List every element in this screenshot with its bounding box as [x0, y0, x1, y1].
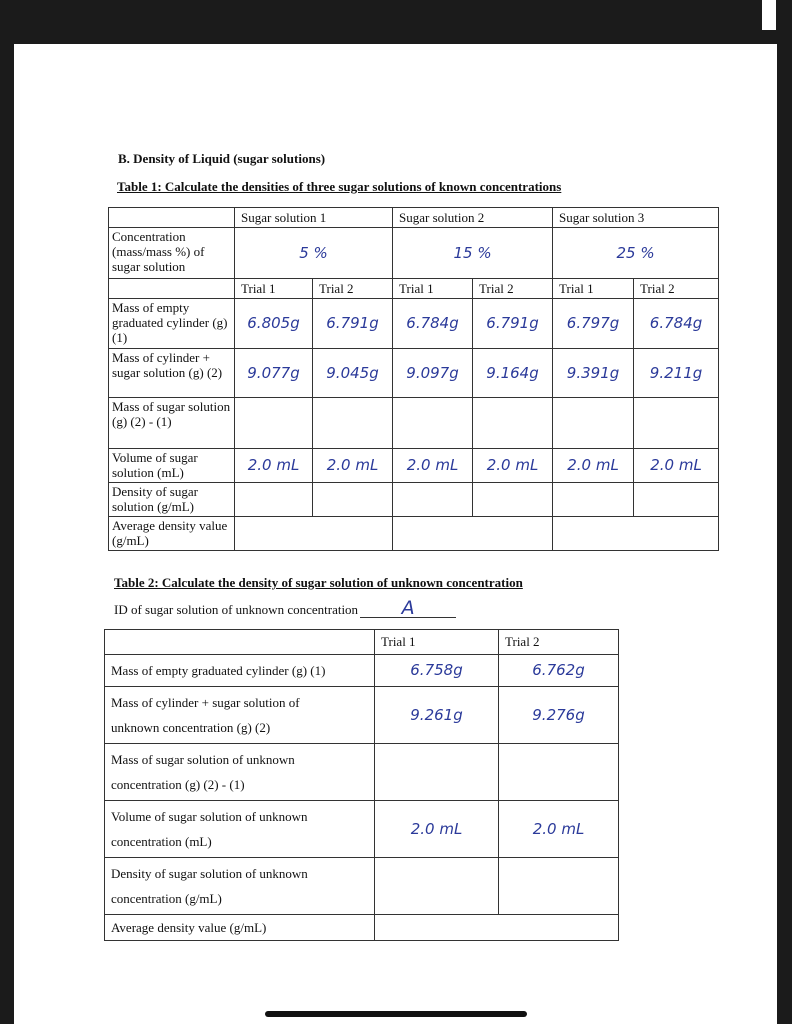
table-cell: 6.758g [375, 655, 499, 687]
table-cell [313, 398, 393, 449]
table-cell [499, 744, 619, 801]
table-cell: 2.0 mL [634, 449, 719, 483]
table-cell: 9.045g [313, 349, 393, 398]
table1-header-solution-1: Sugar solution 1 [235, 208, 393, 228]
table-cell: 2.0 mL [553, 449, 634, 483]
left-frame [0, 44, 14, 1024]
table-cell: 9.276g [499, 687, 619, 744]
table-cell: 9.077g [235, 349, 313, 398]
trial-header: Trial 2 [473, 279, 553, 299]
trial-label-spacer [109, 279, 235, 299]
trial-header: Trial 2 [313, 279, 393, 299]
table-cell [393, 398, 473, 449]
row-label-mass-cylinder-solution: Mass of cylinder + sugar solution (g) (2) [109, 349, 235, 398]
table-cell: 6.805g [235, 299, 313, 349]
table-cell: 9.097g [393, 349, 473, 398]
table-cell: 2.0 mL [375, 801, 499, 858]
home-indicator[interactable] [265, 1011, 527, 1017]
row-label-average-density: Average density value (g/mL) [109, 517, 235, 551]
table-cell: 2.0 mL [499, 801, 619, 858]
table-cell [499, 858, 619, 915]
table2 [104, 629, 619, 941]
unknown-id-line [114, 597, 456, 619]
row-label-mass-solution: Mass of sugar solution (g) (2) - (1) [109, 398, 235, 449]
table-cell: 9.391g [553, 349, 634, 398]
trial-header: Trial 1 [235, 279, 313, 299]
table-cell: 9.164g [473, 349, 553, 398]
table-cell: 6.762g [499, 655, 619, 687]
table-cell: 2.0 mL [473, 449, 553, 483]
table-cell: 6.797g [553, 299, 634, 349]
table-cell: 2.0 mL [235, 449, 313, 483]
concentration-solution-2: 15 % [393, 228, 553, 279]
table1-corner [109, 208, 235, 228]
unknown-id-field: A [360, 601, 456, 618]
table-cell [375, 744, 499, 801]
table-cell [553, 398, 634, 449]
section-heading: B. Density of Liquid (sugar solutions) [118, 151, 326, 166]
table-cell: 9.211g [634, 349, 719, 398]
table-cell: 6.784g [393, 299, 473, 349]
t2-row-label-volume: Volume of sugar solution of unknown concentration (mL) [105, 801, 375, 858]
concentration-label: Concentration (mass/mass %) of sugar solution [109, 228, 235, 279]
t2-row-label-mass-solution: Mass of sugar solution of unknown concentration (g) (2) - (1) [105, 744, 375, 801]
table-cell: 9.261g [375, 687, 499, 744]
table-cell [553, 517, 719, 551]
t2-row-label-density: Density of sugar solution of unknown concentration (g/mL) [105, 858, 375, 915]
trial-header: Trial 1 [375, 630, 499, 655]
table-cell: 6.791g [313, 299, 393, 349]
table2-title: Table 2: Calculate the density of sugar solution of unknown concentration [114, 575, 523, 590]
table-cell [393, 483, 473, 517]
table1 [108, 207, 719, 551]
row-label-volume: Volume of sugar solution (mL) [109, 449, 235, 483]
table-cell [375, 915, 619, 941]
trial-header: Trial 2 [634, 279, 719, 299]
concentration-solution-1: 5 % [235, 228, 393, 279]
unknown-id-label: ID of sugar solution of unknown concentration [114, 602, 359, 617]
table-cell: 6.791g [473, 299, 553, 349]
t2-row-label-mass-cylinder-solution: Mass of cylinder + sugar solution of unknown concentration (g) (2) [105, 687, 375, 744]
row-label-mass-empty-cylinder: Mass of empty graduated cylinder (g) (1) [109, 299, 235, 349]
table-cell [634, 483, 719, 517]
table2-corner [105, 630, 375, 655]
trial-header: Trial 2 [499, 630, 619, 655]
table-cell: 2.0 mL [393, 449, 473, 483]
table1-header-solution-3: Sugar solution 3 [553, 208, 719, 228]
table-cell: 2.0 mL [313, 449, 393, 483]
table-cell [235, 517, 393, 551]
table-cell [375, 858, 499, 915]
trial-header: Trial 1 [393, 279, 473, 299]
table1-header-solution-2: Sugar solution 2 [393, 208, 553, 228]
table-cell [235, 483, 313, 517]
concentration-solution-3: 25 % [553, 228, 719, 279]
t2-row-label-mass-empty: Mass of empty graduated cylinder (g) (1) [105, 655, 375, 687]
table-cell [473, 398, 553, 449]
top-frame [0, 0, 792, 44]
right-frame [777, 44, 792, 1024]
table-cell [553, 483, 634, 517]
table-cell: 6.784g [634, 299, 719, 349]
top-frame-gap [762, 0, 776, 30]
table1-title: Table 1: Calculate the densities of three sugar solutions of known concentrations [117, 179, 562, 194]
table-cell [393, 517, 553, 551]
table-cell [634, 398, 719, 449]
row-label-density: Density of sugar solution (g/mL) [109, 483, 235, 517]
t2-row-label-average-density: Average density value (g/mL) [105, 915, 375, 941]
table-cell [473, 483, 553, 517]
table-cell [235, 398, 313, 449]
trial-header: Trial 1 [553, 279, 634, 299]
table-cell [313, 483, 393, 517]
